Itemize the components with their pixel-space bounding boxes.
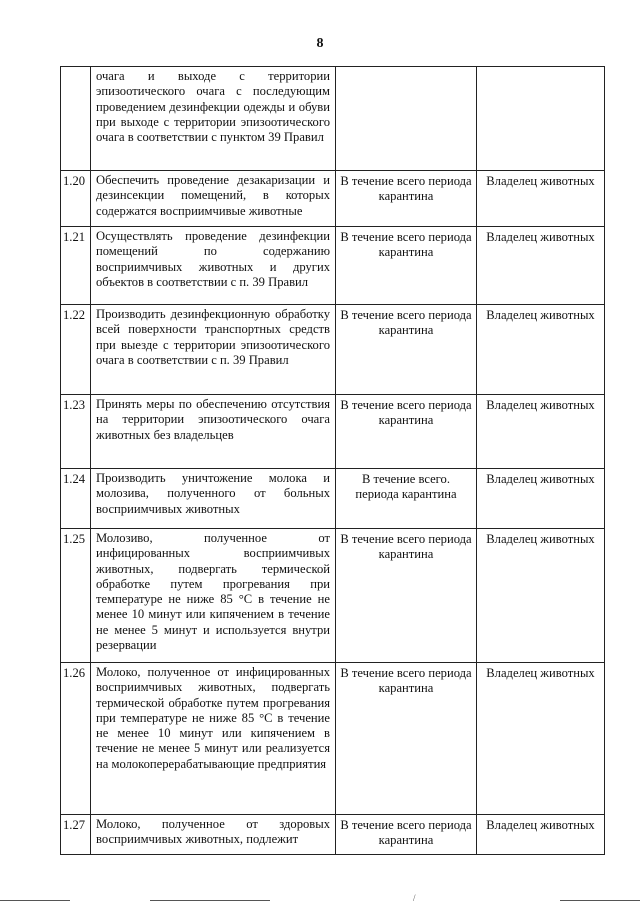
- row-number: 1.22: [61, 305, 91, 395]
- term-cell: В течение всего периода карантина: [336, 815, 477, 855]
- table-row: [61, 815, 605, 855]
- measure-text: Молоко, полученное от здоровых восприимчивых животных, подлежит: [91, 815, 336, 855]
- term-cell: В течение всего периода карантина: [336, 171, 477, 227]
- responsible-cell: Владелец животных: [477, 305, 605, 395]
- term-cell: В течение всего периода карантина: [336, 529, 477, 663]
- page-number: 8: [316, 36, 324, 51]
- scan-speck: /: [413, 893, 416, 903]
- table-row: [61, 663, 605, 815]
- scan-edge-line: [560, 900, 640, 901]
- table-row: [61, 395, 605, 469]
- responsible-cell: [477, 67, 605, 171]
- responsible-cell: Владелец животных: [477, 395, 605, 469]
- responsible-cell: Владелец животных: [477, 469, 605, 529]
- responsible-cell: Владелец животных: [477, 227, 605, 305]
- row-number: 1.27: [61, 815, 91, 855]
- scan-edge-line: [0, 900, 70, 901]
- measure-text: Производить дезинфекционную обработку всей поверхности транспортных средств при выезде с территории эпизоотического очага в соответствии с п. 39 Правил: [91, 305, 336, 395]
- table-row: [61, 529, 605, 663]
- table-row: [61, 171, 605, 227]
- responsible-cell: Владелец животных: [477, 529, 605, 663]
- measure-text: очага и выходе с территории эпизоотического очага с последующим проведением дезинфекции одежды и обуви при выходе с территории эпизоотического очага в соответствии с пунктом 39 Правил: [91, 67, 336, 171]
- table-row: [61, 227, 605, 305]
- term-cell: В течение всего периода карантина: [336, 227, 477, 305]
- row-number: 1.24: [61, 469, 91, 529]
- table-row: [61, 305, 605, 395]
- scan-edge-line: [150, 900, 270, 901]
- responsible-cell: Владелец животных: [477, 663, 605, 815]
- measure-text: Обеспечить проведение дезакаризации и дезинсекции помещений, в которых содержатся восприимчивые животные: [91, 171, 336, 227]
- table-row: [61, 67, 605, 171]
- row-number: [61, 67, 91, 171]
- responsible-cell: Владелец животных: [477, 171, 605, 227]
- term-cell: В течение всего периода карантина: [336, 305, 477, 395]
- term-cell: В течение всего. периода карантина: [336, 469, 477, 529]
- measure-text: Молоко, полученное от инфицированных восприимчивых животных, подвергать термической обработке путем прогревания при температуре не ниже 85 °С в течение не менее 10 минут или кипячением в течение не менее 5 минут или реализуется на молокоперерабатывающие предприятия: [91, 663, 336, 815]
- measure-text: Принять меры по обеспечению отсутствия на территории эпизоотического очага животных без владельцев: [91, 395, 336, 469]
- row-number: 1.20: [61, 171, 91, 227]
- row-number: 1.21: [61, 227, 91, 305]
- measure-text: Производить уничтожение молока и молозива, полученного от больных восприимчивых животных: [91, 469, 336, 529]
- term-cell: [336, 67, 477, 171]
- measure-text: Молозиво, полученное от инфицированных восприимчивых животных, подвергать термической обработке путем прогревания при температуре не ниже 85 °С в течение не менее 10 минут или кипячением в течение не менее 5 минут и используется внутри резервации: [91, 529, 336, 663]
- row-number: 1.25: [61, 529, 91, 663]
- row-number: 1.23: [61, 395, 91, 469]
- table-row: [61, 469, 605, 529]
- row-number: 1.26: [61, 663, 91, 815]
- quarantine-measures-table: [60, 66, 605, 855]
- responsible-cell: Владелец животных: [477, 815, 605, 855]
- measure-text: Осуществлять проведение дезинфекции помещений по содержанию восприимчивых животных и других объектов в соответствии с п. 39 Правил: [91, 227, 336, 305]
- term-cell: В течение всего периода карантина: [336, 395, 477, 469]
- term-cell: В течение всего периода карантина: [336, 663, 477, 815]
